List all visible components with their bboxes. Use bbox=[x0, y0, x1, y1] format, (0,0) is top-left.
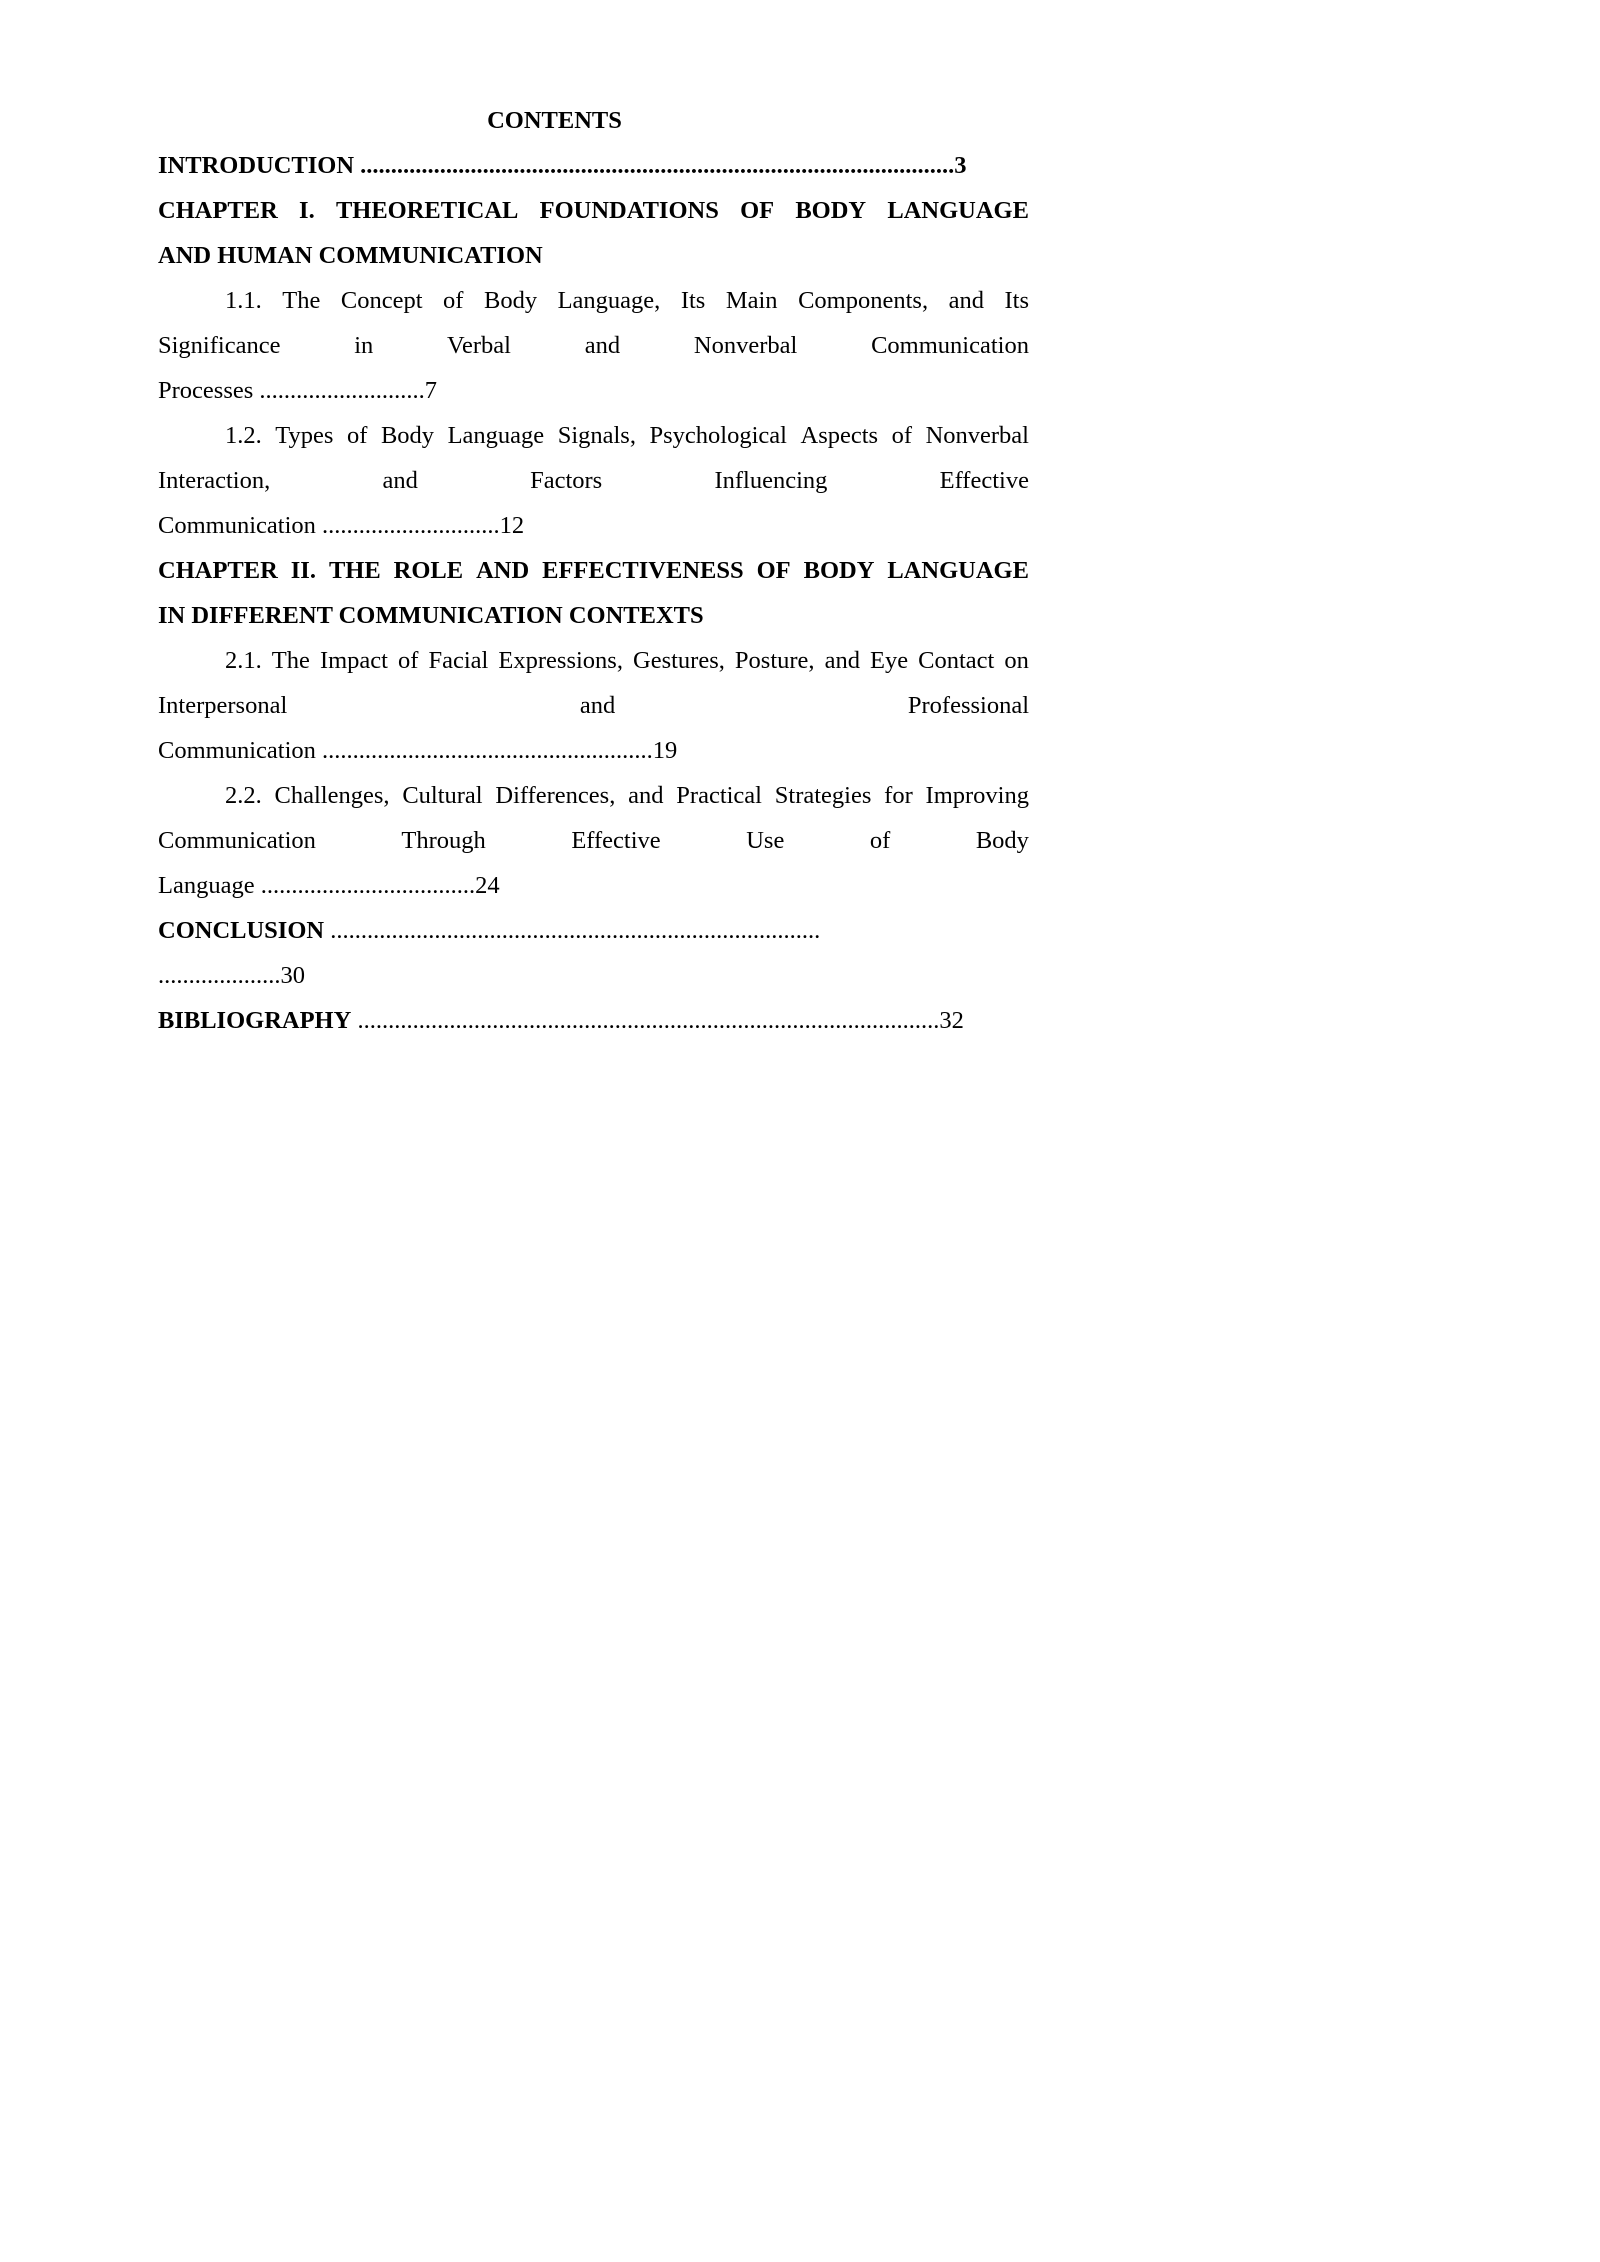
toc-word: OF bbox=[756, 557, 791, 584]
toc-entry-section-2-2-page: Language ...................................24 bbox=[158, 872, 500, 899]
toc-entry-section-2-1-cont bbox=[158, 683, 1029, 728]
toc-word: of bbox=[869, 827, 891, 854]
toc-word: Through bbox=[401, 827, 486, 854]
toc-word: 1.1. bbox=[225, 287, 262, 314]
toc-word: and bbox=[824, 647, 860, 674]
toc-word: Effective bbox=[571, 827, 661, 854]
toc-word: BODY bbox=[795, 197, 867, 224]
toc-word: Effective bbox=[939, 467, 1029, 494]
toc-word: and bbox=[579, 692, 616, 719]
toc-entry-section-1-2-page: Communication .............................12 bbox=[158, 512, 525, 539]
toc-word: Communication bbox=[871, 332, 1029, 359]
toc-word: Its bbox=[1004, 287, 1029, 314]
toc-word: Aspects bbox=[800, 422, 879, 449]
toc-word: on bbox=[1004, 647, 1029, 674]
toc-word: Cultural bbox=[402, 782, 483, 809]
toc-entry-chapter-2-cont: IN DIFFERENT COMMUNICATION CONTEXTS bbox=[158, 602, 704, 629]
toc-word: Signals, bbox=[557, 422, 636, 449]
toc-entry-section-1-2-cont bbox=[158, 458, 1029, 503]
toc-word: 1.2. bbox=[225, 422, 262, 449]
toc-word: CHAPTER bbox=[158, 197, 278, 224]
toc-word: Nonverbal bbox=[693, 332, 798, 359]
toc-word: ROLE bbox=[393, 557, 464, 584]
toc-word: Types bbox=[275, 422, 334, 449]
toc-word: Practical bbox=[676, 782, 762, 809]
toc-word: Psychological bbox=[649, 422, 787, 449]
toc-word: THE bbox=[328, 557, 381, 584]
toc-word: Nonverbal bbox=[925, 422, 1029, 449]
toc-word: Factors bbox=[530, 467, 603, 494]
toc-word: Verbal bbox=[447, 332, 511, 359]
toc-word: Expressions, bbox=[498, 647, 623, 674]
toc-word: Impact bbox=[319, 647, 388, 674]
toc-entry-section-1-1-page: Processes ...........................7 bbox=[158, 377, 438, 404]
toc-entry-conclusion-page: ....................30 bbox=[158, 962, 305, 989]
toc-word: 2.2. bbox=[225, 782, 262, 809]
toc-word: Significance bbox=[158, 332, 281, 359]
toc-entry-section-1-1-cont bbox=[158, 323, 1029, 368]
toc-word: Components, bbox=[798, 287, 929, 314]
toc-word: OF bbox=[740, 197, 775, 224]
toc-entry-section-2-2 bbox=[158, 773, 1029, 818]
toc-word: Influencing bbox=[714, 467, 828, 494]
toc-word: Challenges, bbox=[274, 782, 390, 809]
toc-word: Communication bbox=[158, 827, 316, 854]
toc-entry-section-2-2-cont bbox=[158, 818, 1029, 863]
bibliography-leader-dots: ...............................................................................................32 bbox=[351, 1007, 964, 1034]
toc-word: Strategies bbox=[774, 782, 872, 809]
toc-word: Facial bbox=[428, 647, 489, 674]
toc-word: BODY bbox=[803, 557, 875, 584]
toc-word: Posture, bbox=[734, 647, 815, 674]
toc-entry-section-1-2 bbox=[158, 413, 1029, 458]
toc-word: Professional bbox=[907, 692, 1029, 719]
toc-word: of bbox=[443, 287, 464, 314]
toc-word: Improving bbox=[925, 782, 1029, 809]
toc-word: FOUNDATIONS bbox=[539, 197, 719, 224]
toc-entry-introduction: INTRODUCTION .................................................................................................3 bbox=[158, 152, 967, 179]
toc-entry-section-1-1 bbox=[158, 278, 1029, 323]
toc-word: The bbox=[282, 287, 321, 314]
toc-entry-conclusion bbox=[158, 908, 1029, 953]
toc-word: Language bbox=[447, 422, 545, 449]
toc-word: Concept bbox=[340, 287, 423, 314]
toc-word: THEORETICAL bbox=[335, 197, 519, 224]
toc-entry-chapter-2 bbox=[158, 548, 1029, 593]
toc-entry-chapter-1-cont: AND HUMAN COMMUNICATION bbox=[158, 242, 543, 269]
toc-word: and bbox=[382, 467, 418, 494]
toc-word: LANGUAGE bbox=[887, 197, 1029, 224]
toc-word: in bbox=[354, 332, 374, 359]
toc-entry-bibliography bbox=[158, 998, 1029, 1043]
toc-word: and bbox=[584, 332, 621, 359]
conclusion-label: CONCLUSION bbox=[158, 917, 325, 944]
toc-word: Its bbox=[680, 287, 706, 314]
toc-entry-section-2-1-page: Communication ......................................................19 bbox=[158, 737, 678, 764]
toc-word: II. bbox=[290, 557, 316, 584]
toc-word: Interpersonal bbox=[158, 692, 288, 719]
toc-word: Contact bbox=[918, 647, 995, 674]
toc-word: of bbox=[891, 422, 913, 449]
toc-word: Interaction, bbox=[158, 467, 271, 494]
toc-word: CHAPTER bbox=[158, 557, 278, 584]
toc-word: and bbox=[628, 782, 664, 809]
toc-word: Gestures, bbox=[633, 647, 725, 674]
toc-word: Differences, bbox=[495, 782, 616, 809]
toc-word: AND bbox=[476, 557, 530, 584]
document-page bbox=[0, 0, 1109, 1568]
toc-word: of bbox=[346, 422, 368, 449]
toc-word: Body bbox=[975, 827, 1029, 854]
contents-title: CONTENTS bbox=[487, 107, 622, 134]
toc-word: Main bbox=[725, 287, 778, 314]
toc-word: Language, bbox=[557, 287, 661, 314]
toc-word: Body bbox=[380, 422, 435, 449]
bibliography-label: BIBLIOGRAPHY bbox=[158, 1007, 352, 1034]
toc-word: Use bbox=[746, 827, 785, 854]
toc-word: Body bbox=[483, 287, 538, 314]
toc-word: The bbox=[271, 647, 310, 674]
toc-word: I. bbox=[299, 197, 315, 224]
toc-word: Eye bbox=[870, 647, 909, 674]
toc-word: for bbox=[884, 782, 913, 809]
toc-word: and bbox=[948, 287, 984, 314]
toc-entry-section-2-1 bbox=[158, 638, 1029, 683]
toc-word: LANGUAGE bbox=[887, 557, 1029, 584]
toc-entry-chapter-1 bbox=[158, 188, 1029, 233]
toc-word: EFFECTIVENESS bbox=[542, 557, 744, 584]
conclusion-leader-dots: ................................................................................ bbox=[324, 917, 821, 944]
toc-word: 2.1. bbox=[225, 647, 262, 674]
toc-word: of bbox=[398, 647, 419, 674]
